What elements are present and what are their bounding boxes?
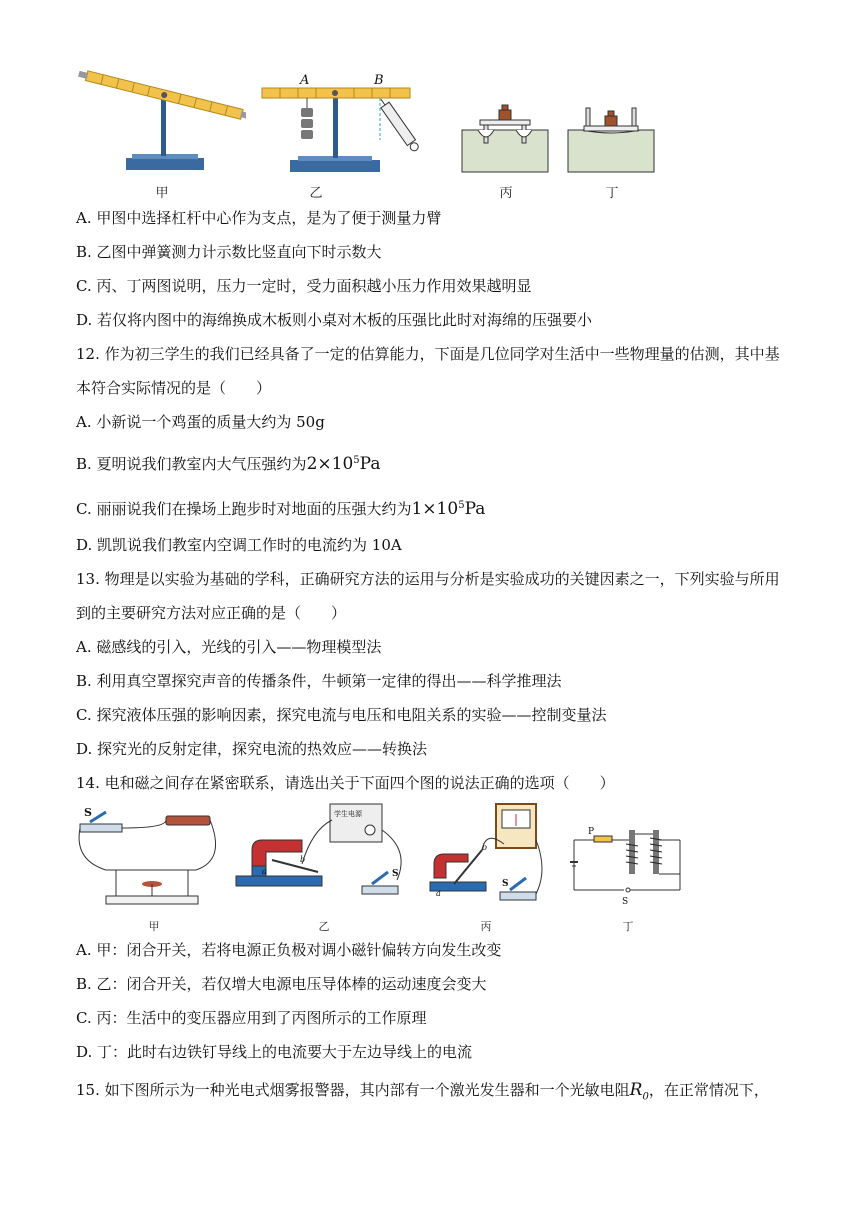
q12-stem-line1: 12. 作为初三学生的我们已经具备了一定的估算能力，下面是几位同学对生活中一些物理量的估测，其中基 — [76, 345, 780, 363]
q12-option-b-text: B. 夏明说我们教室内大气压强约为 — [76, 455, 307, 473]
q14-stem: 14. 电和磁之间存在紧密联系，请选出关于下面四个图的说法正确的选项（ ） — [76, 774, 615, 792]
q12-option-b — [76, 451, 380, 474]
figure-yi-lever — [250, 60, 440, 180]
caption-bing: 丙 — [499, 186, 513, 201]
q11-figures — [0, 60, 860, 200]
svg-text:P: P — [588, 827, 595, 837]
q13-option-c: C. 探究液体压强的影响因素，探究电流与电压和电阻关系的实验——控制变量法 — [76, 706, 607, 724]
svg-text:b: b — [482, 843, 488, 852]
figure-q14-bing-induction — [424, 800, 554, 910]
q15-stem-part2: ，在正常情况下， — [648, 1081, 769, 1099]
figure-q14-jia-oersted — [76, 800, 226, 910]
q12-option-c — [76, 496, 485, 519]
caption-ding: 丁 — [605, 186, 619, 201]
q11-option-b: B. 乙图中弹簧测力计示数比竖直向下时示数大 — [76, 243, 382, 261]
q15-stem-part1: 15. 如下图所示为一种光电式烟雾报警器，其内部有一个激光发生器和一个光敏电阻 — [76, 1081, 630, 1099]
q13-stem-line2: 到的主要研究方法对应正确的是（ ） — [76, 604, 347, 622]
label-b: B — [374, 73, 384, 88]
q12-option-c-value: $1\times 10^5Pa$ — [411, 499, 486, 519]
svg-text:学生电源: 学生电源 — [334, 810, 362, 818]
q12-stem-line2: 本符合实际情况的是（ ） — [76, 379, 272, 397]
q14-option-b: B. 乙：闭合开关，若仅增大电源电压导体棒的运动速度会变大 — [76, 975, 487, 993]
svg-text:S: S — [392, 869, 399, 879]
q12-option-d: D. 凯凯说我们教室内空调工作时的电流约为 10A — [76, 536, 402, 554]
caption-q14-yi: 乙 — [318, 920, 330, 933]
caption-q14-ding: 丁 — [622, 920, 634, 933]
q13-option-b: B. 利用真空罩探究声音的传播条件，牛顿第一定律的得出——科学推理法 — [76, 672, 562, 690]
q15-stem — [76, 1080, 769, 1107]
svg-text:a: a — [436, 889, 441, 898]
caption-jia: 甲 — [155, 186, 169, 201]
figure-q14-ding-electromagnets — [568, 800, 688, 910]
figure-bing-table — [458, 100, 553, 175]
q12-option-a: A. 小新说一个鸡蛋的质量大约为 50g — [76, 413, 325, 431]
figure-q14-yi-motor — [232, 800, 417, 910]
figure-ding-table — [564, 100, 659, 175]
svg-text:S: S — [502, 879, 509, 889]
label-a: A — [300, 73, 310, 88]
q15-resistor-symbol: $R_0$ — [629, 1080, 649, 1103]
q14-option-d: D. 丁：此时右边铁钉导线上的电流要大于左边导线上的电流 — [76, 1043, 473, 1061]
svg-text:a: a — [262, 867, 267, 876]
q14-option-c: C. 丙：生活中的变压器应用到了丙图所示的工作原理 — [76, 1009, 427, 1027]
q12-option-c-text: C. 丽丽说我们在操场上跑步时对地面的压强大约为 — [76, 500, 412, 518]
q13-stem-line1: 13. 物理是以实验为基础的学科，正确研究方法的运用与分析是实验成功的关键因素之一，下列实验与所用 — [76, 570, 780, 588]
q11-option-a: A. 甲图中选择杠杆中心作为支点，是为了便于测量力臂 — [76, 209, 442, 227]
q11-option-d: D. 若仅将内图中的海绵换成木板则小桌对木板的压强比此时对海绵的压强要小 — [76, 311, 593, 329]
q14-option-a: A. 甲：闭合开关，若将电源正负极对调小磁针偏转方向发生改变 — [76, 941, 502, 959]
svg-text:S: S — [622, 897, 629, 907]
figure-jia-lever — [76, 60, 246, 175]
caption-yi: 乙 — [309, 186, 323, 201]
caption-q14-bing: 丙 — [480, 920, 492, 933]
svg-text:b: b — [300, 855, 306, 864]
q11-option-c: C. 丙、丁两图说明，压力一定时，受力面积越小压力作用效果越明显 — [76, 277, 532, 295]
q13-option-a: A. 磁感线的引入，光线的引入——物理模型法 — [76, 638, 382, 656]
svg-text:S: S — [84, 806, 92, 819]
q14-figures — [0, 800, 860, 940]
q13-option-d: D. 探究光的反射定律，探究电流的热效应——转换法 — [76, 740, 428, 758]
q12-option-b-value: $2\times 10^5Pa$ — [306, 454, 381, 474]
caption-q14-jia: 甲 — [148, 920, 160, 933]
